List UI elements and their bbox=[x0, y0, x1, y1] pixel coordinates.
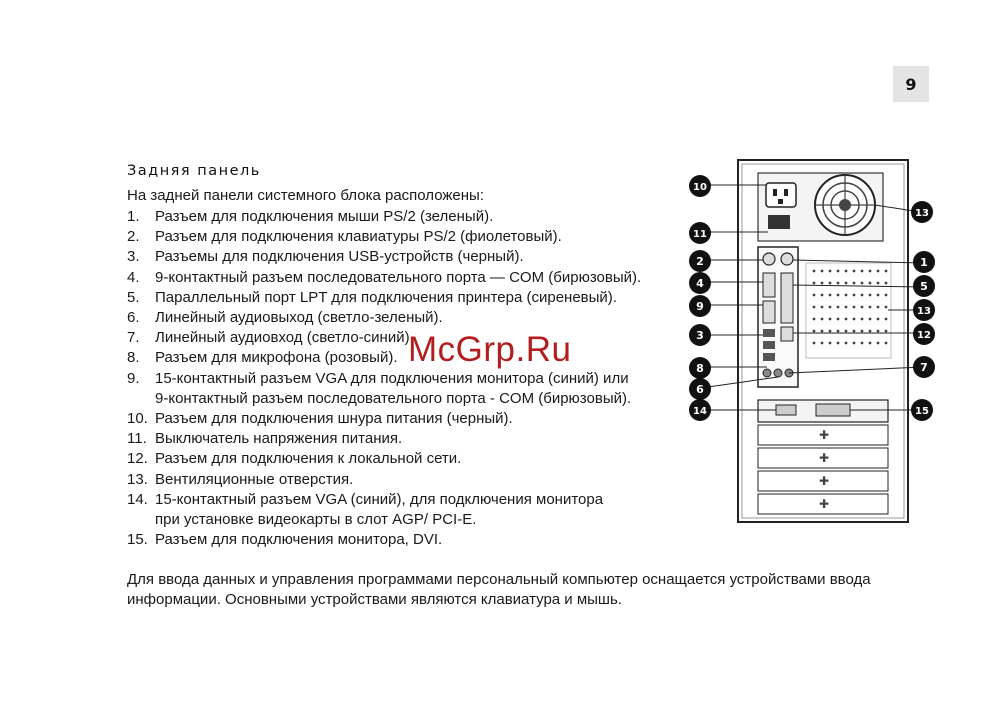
callout-13-icon bbox=[911, 201, 933, 223]
watermark: McGrp.Ru bbox=[408, 330, 572, 369]
list-item: 9. 15-контактный разъем VGA для подключения монитора (синий) или 9-контактный разъем последовательного порта - COM (бирюзовый). bbox=[127, 369, 632, 407]
svg-text:6: 6 bbox=[696, 383, 704, 396]
section-title: Задняя панель bbox=[127, 163, 261, 179]
list-item: 12. Разъем для подключения к локальной сети. bbox=[127, 450, 462, 468]
section-intro: На задней панели системного блока расположены: bbox=[127, 187, 484, 204]
svg-text:1: 1 bbox=[920, 256, 928, 269]
callout-2-icon bbox=[689, 250, 711, 272]
list-item: 14. 15-контактный разъем VGA (синий), для подключения монитора при установке видеокарты в слот AGP/ PCI-E. bbox=[127, 490, 604, 529]
list-item: 6. Линейный аудиовыход (светло-зеленый). bbox=[127, 309, 443, 327]
svg-text:8: 8 bbox=[696, 362, 704, 375]
callout-10-icon bbox=[689, 175, 711, 197]
svg-text:14: 14 bbox=[693, 406, 707, 417]
svg-text:13: 13 bbox=[915, 208, 929, 219]
footer-paragraph: Для ввода данных и управления программами персональный компьютер оснащается устройствами ввода информации. Основными устройствами являются клавиатура и мышь. bbox=[127, 571, 871, 608]
callout-15-icon bbox=[911, 399, 933, 421]
svg-text:3: 3 bbox=[696, 329, 704, 342]
svg-text:15: 15 bbox=[915, 406, 929, 417]
list-item: 5. Параллельный порт LPT для подключения принтера (сиреневый). bbox=[127, 288, 617, 306]
callout-13-icon bbox=[913, 299, 935, 321]
callout-8-icon bbox=[689, 357, 711, 379]
callout-12-icon bbox=[913, 323, 935, 345]
list-item: 3. Разъемы для подключения USB-устройств (черный). bbox=[127, 248, 524, 266]
callout-3-icon bbox=[689, 324, 711, 346]
list-item: 8. Разъем для микрофона (розовый). bbox=[127, 349, 398, 367]
svg-text:10: 10 bbox=[693, 182, 707, 193]
callout-6-icon bbox=[689, 378, 711, 400]
callout-4-icon bbox=[689, 272, 711, 294]
list-item: 1. Разъем для подключения мыши PS/2 (зеленый). bbox=[127, 208, 494, 225]
svg-text:2: 2 bbox=[696, 255, 704, 268]
svg-text:12: 12 bbox=[917, 330, 931, 341]
svg-text:✚: ✚ bbox=[819, 451, 830, 465]
callout-11-icon bbox=[689, 222, 711, 244]
svg-text:13: 13 bbox=[917, 306, 931, 317]
svg-text:7: 7 bbox=[920, 361, 928, 374]
svg-text:✚: ✚ bbox=[819, 497, 830, 511]
svg-text:9: 9 bbox=[696, 300, 704, 313]
callout-5-icon bbox=[913, 275, 935, 297]
list-item: 15. Разъем для подключения монитора, DVI. bbox=[127, 531, 443, 549]
svg-text:✚: ✚ bbox=[819, 474, 830, 488]
svg-text:11: 11 bbox=[693, 229, 707, 240]
callout-14-icon bbox=[689, 399, 711, 421]
list-item: 4. 9-контактный разъем последовательного порта — COM (бирюзовый). bbox=[127, 268, 642, 286]
callout-1-icon bbox=[913, 251, 935, 273]
svg-text:5: 5 bbox=[920, 280, 928, 293]
callout-7-icon bbox=[913, 356, 935, 378]
list-item: 11. Выключатель напряжения питания. bbox=[127, 430, 403, 448]
list-item: 10. Разъем для подключения шнура питания (черный). bbox=[127, 410, 513, 428]
list-item: 2. Разъем для подключения клавиатуры PS/2 (фиолетовый). bbox=[127, 228, 562, 246]
list-item: 7. Линейный аудиовход (светло-синий). bbox=[127, 329, 414, 347]
page-number: 9 bbox=[893, 66, 929, 102]
svg-text:✚: ✚ bbox=[819, 428, 830, 442]
svg-text:4: 4 bbox=[696, 277, 704, 290]
callout-9-icon bbox=[689, 295, 711, 317]
list-item: 13. Вентиляционные отверстия. bbox=[127, 470, 354, 488]
